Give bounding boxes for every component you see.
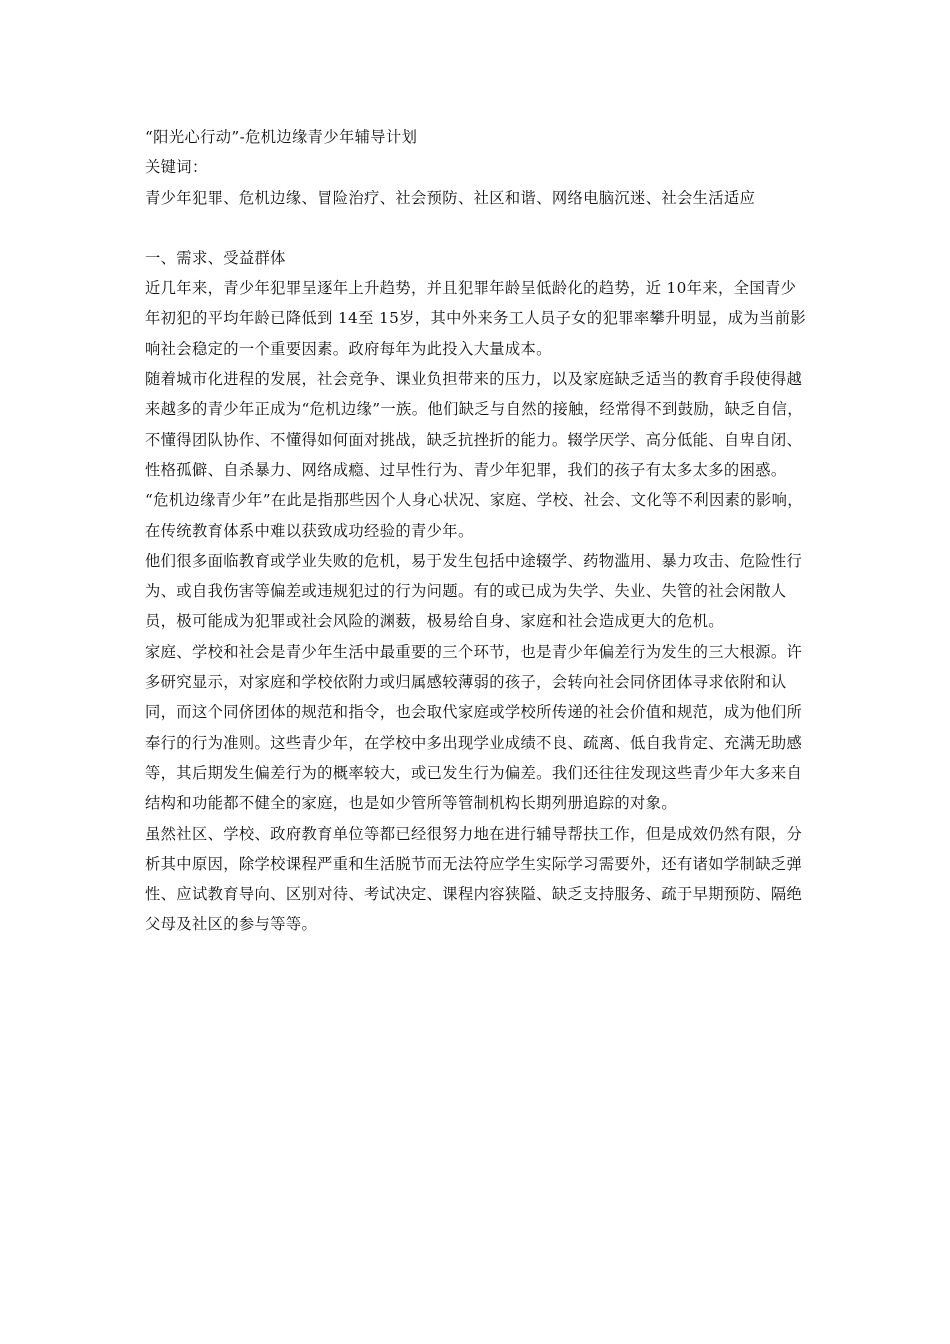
paragraph: 虽然社区、学校、政府教育单位等都已经很努力地在进行辅导帮扶工作，但是成效仍然有限，分析其中原因，除学校课程严重和生活脱节而无法符应学生实际学习需要外，还有诸如学制缺乏弹性、应试教育导向、区别对待、考试决定、课程内容狭隘、缺乏支持服务、疏于早期预防、隔绝父母及社区的参与等等。 [145,824,803,934]
blank-line [145,213,810,243]
paragraph: 他们很多面临教育或学业失败的危机，易于发生包括中途辍学、药物滥用、暴力攻击、危险性行为、或自我伤害等偏差或违规犯过的行为问题。有的或已成为失学、失业、失管的社会闲散人员，极可能成为犯罪或社会风险的渊薮，极易给自身、家庭和社会造成更大的危机。 [145,551,803,631]
keywords-list: 青少年犯罪、危机边缘、冒险治疗、社会预防、社区和谐、网络电脑沉迷、社会生活适应 [145,188,756,207]
document-title: “阳光心行动”-危机边缘青少年辅导计划 [145,128,418,146]
keywords-label: 关键词： [145,158,208,177]
paragraph: “危机边缘青少年”在此是指那些因个人身心状况、家庭、学校、社会、文化等不利因素的影响，在传统教育体系中难以获致成功经验的青少年。 [145,491,803,540]
paragraph: 家庭、学校和社会是青少年生活中最重要的三个环节，也是青少年偏差行为发生的三大根源。许多研究显示，对家庭和学校依附力或归属感较薄弱的孩子，会转向社会同侪团体寻求依附和认同，而这个同侪团体的规范和指令，也会取代家庭或学校所传递的社会价值和规范，成为他们所奉行的行为准则。这些青少年，在学校中多出现学业成绩不良、疏离、低自我肯定、充满无助感等，其后期发生偏差行为的概率较大，或已发生行为偏差。我们还往往发现这些青少年大多来自结构和功能都不健全的家庭，也是如少管所等管制机构长期列册追踪的对象。 [145,642,803,813]
paragraph: 近几年来，青少年犯罪呈逐年上升趋势，并且犯罪年龄呈低龄化的趋势，近 10年来，全国青少年初犯的平均年龄已降低到 14至 15岁，其中外来务工人员子女的犯罪率攀升明显，成为当前影响社会稳定的一个重要因素。政府每年为此投入大量成本。 [145,279,806,358]
paragraph: 随着城市化进程的发展，社会竞争、课业负担带来的压力，以及家庭缺乏适当的教育手段使得越来越多的青少年正成为“危机边缘”一族。他们缺乏与自然的接触，经常得不到鼓励，缺乏自信，不懂得团队协作、不懂得如何面对挑战，缺乏抗挫折的能力。辍学厌学、高分低能、自卑自闭、性格孤僻、自杀暴力、网络成瘾、过早性行为、青少年犯罪，我们的孩子有太多太多的困惑。 [145,370,803,479]
section-heading: 一、需求、受益群体 [145,248,286,267]
document-body [145,122,810,940]
